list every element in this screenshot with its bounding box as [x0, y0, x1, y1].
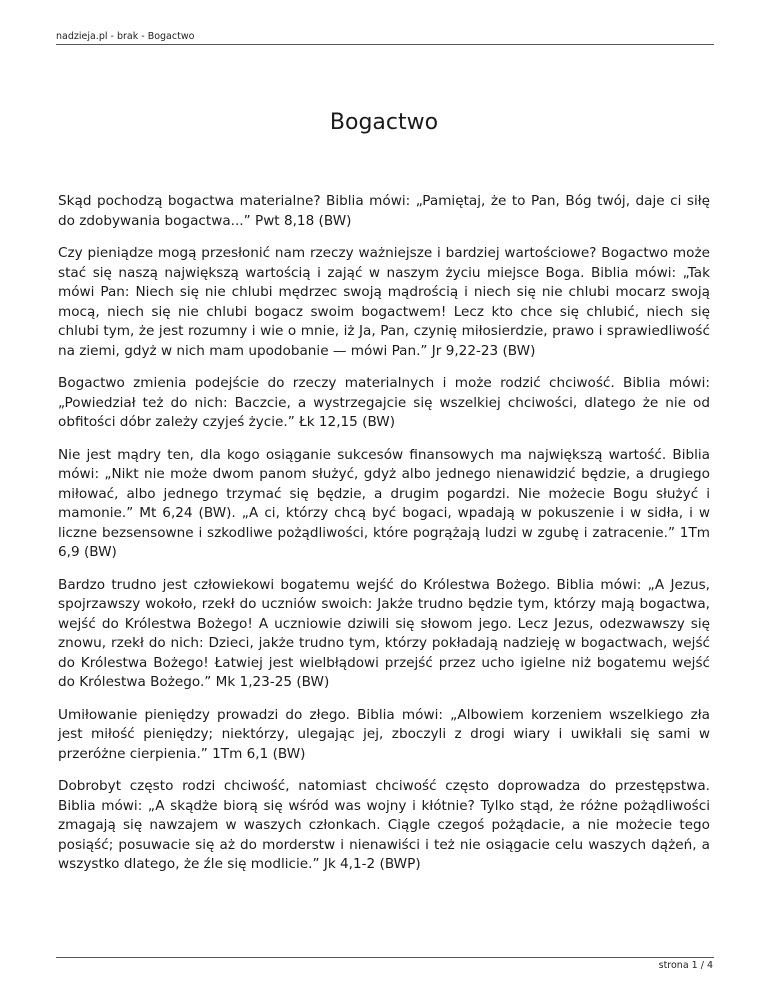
paragraph: Skąd pochodzą bogactwa materialne? Biblia mówi: „Pamiętaj, że to Pan, Bóg twój, daje ci siłę do zdobywania bogactwa...” Pwt 8,18 (BW) [58, 193, 710, 229]
page-number: strona 1 / 4 [658, 960, 713, 971]
page-header: nadzieja.pl - brak - Bogactwo [56, 31, 195, 42]
paragraph: Dobrobyt często rodzi chciwość, natomiast chciwość często doprowadza do przestępstwa. Biblia mówi: „A skądże biorą się wśród was wojny i kłótnie? Tylko stąd, że różne pożądliwości zmagają się nawzajem w waszych członkach. Ciągle czegoś pożądacie, a nie możecie tego posiąść; posuwacie się aż do morderstw i nienawiści i też nie osiągacie celu waszych dążeń, a wszystko dlatego, że źle się modlicie.” Jk 4,1-2 (BWP) [58, 778, 710, 872]
footer-divider [56, 957, 714, 958]
paragraph: Bogactwo zmienia podejście do rzeczy materialnych i może rodzić chciwość. Biblia mówi: „Powiedział też do nich: Baczcie, a wystrzegajcie się wszelkiej chciwości, dlatego że nie od obfitości dóbr zależy czyjeś życie.” Łk 12,15 (BW) [58, 375, 710, 430]
paragraph: Czy pieniądze mogą przesłonić nam rzeczy ważniejsze i bardziej wartościowe? Bogactwo może stać się naszą największą wartością i zająć w naszym życiu miejsce Boga. Biblia mówi: „Tak mówi Pan: Niech się nie chlubi mędrzec swoją mądrością i niech się nie chlubi mocarz swoją mocą, niech się nie chlubi bogacz swoim bogactwem! Lecz kto chce się chlubić, niech się chlubi tym, że jest rozumny i wie o mnie, iż Ja, Pan, czynię miłosierdzie, prawo i sprawiedliwość na ziemi, gdyż w nich mam upodobanie — mówi Pan.” Jr 9,22-23 (BW) [58, 245, 710, 359]
header-divider [56, 44, 714, 45]
paragraph: Umiłowanie pieniędzy prowadzi do złego. Biblia mówi: „Albowiem korzeniem wszelkiego zła jest miłość pieniędzy; niektórzy, ulegając jej, zboczyli z drogi wiary i uwikłali się sami w przeróżne cierpienia.” 1Tm 6,1 (BW) [58, 706, 710, 762]
paragraph: Nie jest mądry ten, dla kogo osiąganie sukcesów finansowych ma największą wartość. Biblia mówi: „Nikt nie może dwom panom służyć, gdyż albo jednego nienawidzić będzie, a drugiego miłować, albo jednego trzymać się będzie, a drugim pogardzi. Nie możecie Bogu służyć i mamonie.” Mt 6,24 (BW). „A ci, którzy chcą być bogaci, wpadają w pokuszenie i w sidła, i w liczne bezsensowne i szkodliwe pożądliwości, które pogrążają ludzi w zgubę i zatracenie.” 1Tm 6,9 (BW) [58, 446, 710, 560]
document-body [58, 192, 710, 888]
document-title: Bogactwo [329, 110, 439, 135]
paragraph: Bardzo trudno jest człowiekowi bogatemu wejść do Królestwa Bożego. Biblia mówi: „A Jezus, spojrzawszy wokoło, rzekł do uczniów swoich: Jakże trudno będzie tym, którzy mają bogactwa, wejść do Królestwa Bożego! A uczniowie dziwili się słowom jego. Lecz Jezus, odezwawszy się znowu, rzekł do nich: Dzieci, jakże trudno tym, którzy pokładają nadzieję w bogactwach, wejść do Królestwa Bożego! Łatwiej jest wielbłądowi przejść przez ucho igielne niż bogatemu wejść do Królestwa Bożego.” Mk 1,23-25 (BW) [58, 576, 710, 690]
